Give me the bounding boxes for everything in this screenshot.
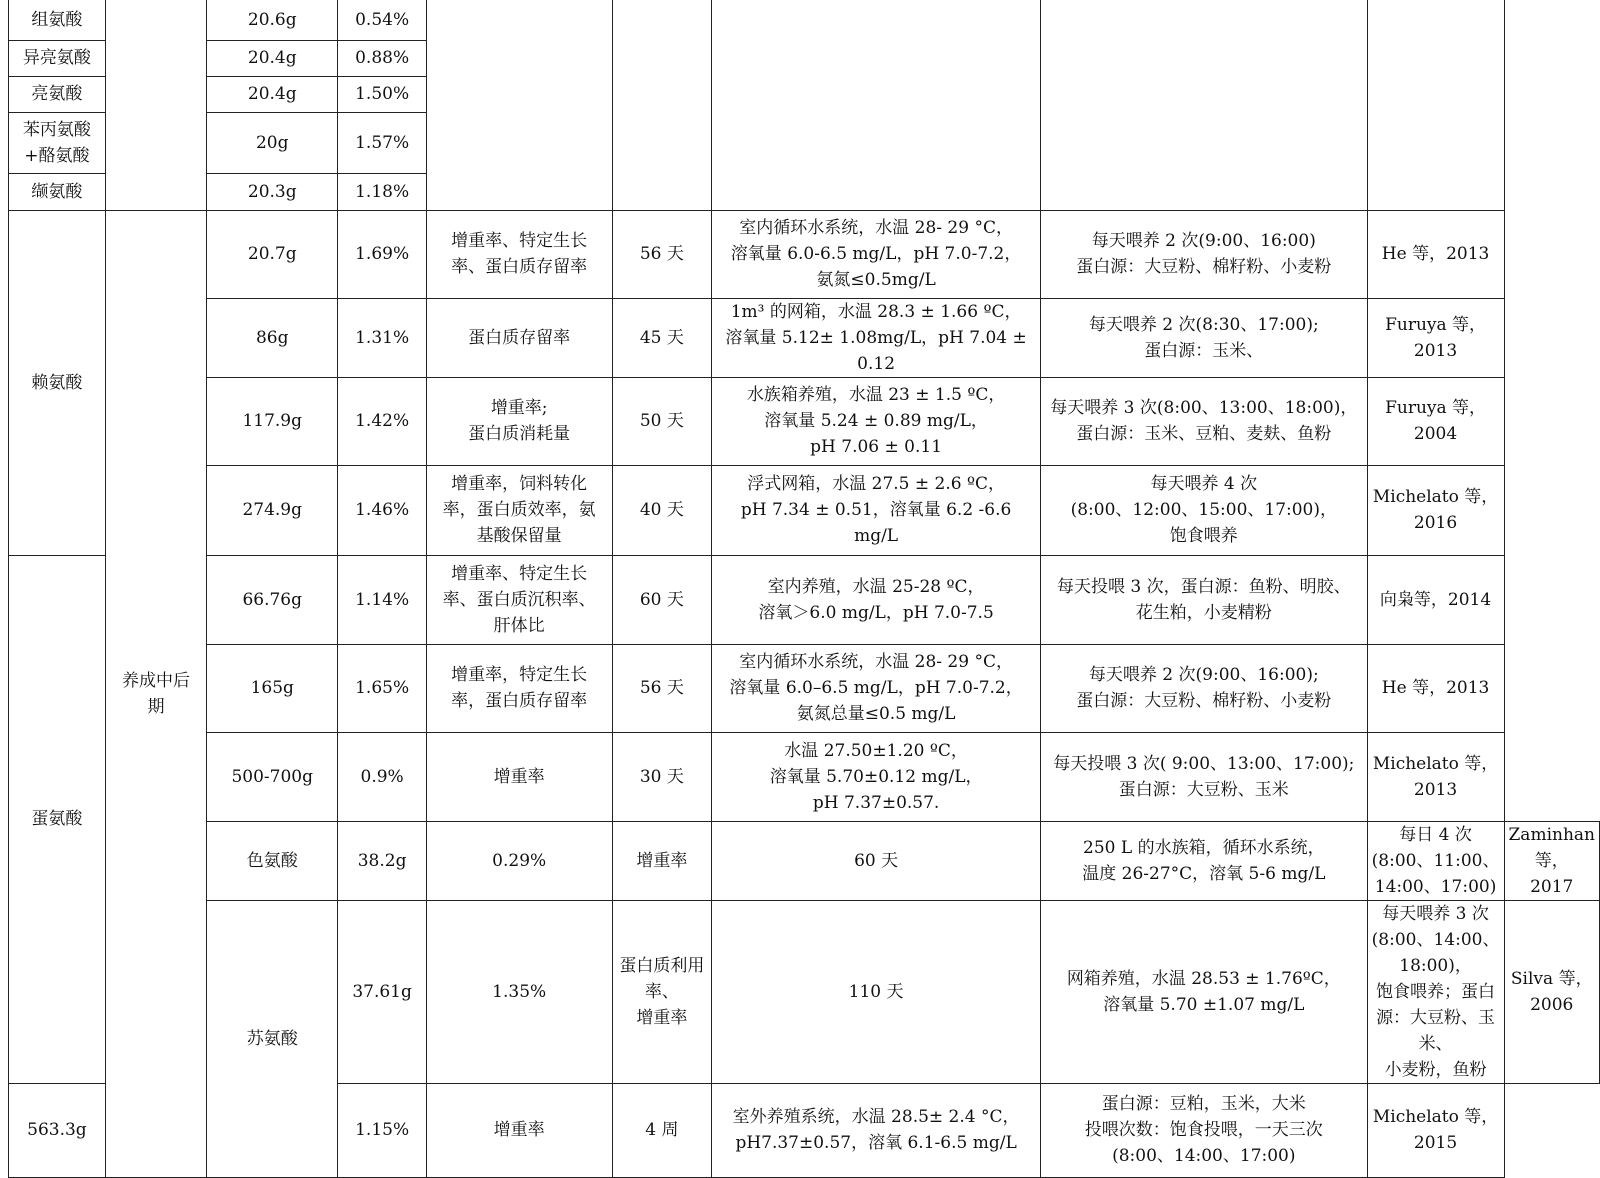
amino-acid-cell: 苏氨酸 (207, 900, 338, 1177)
level-cell: 1.50% (338, 76, 426, 112)
weight-cell: 66.76g (207, 555, 338, 644)
weight-cell: 37.61g (338, 900, 426, 1083)
amino-acid-cell: 色氨酸 (207, 821, 338, 900)
reference-cell: Furuya 等， 2013 (1367, 298, 1504, 377)
conditions-cell: 水族箱养殖，水温 23 ± 1.5 ºC， 溶氧量 5.24 ± 0.89 mg/L， pH 7.06 ± 0.11 (712, 377, 1041, 465)
feeding-cell: 每天喂养 2 次(9:00、16:00) 蛋白源：大豆粉、棉籽粉、小麦粉 (1040, 210, 1367, 298)
feeding-cell: 每天喂养 3 次(8:00、13:00、18:00)， 蛋白源：玉米、豆粕、麦麸、鱼粉 (1040, 377, 1367, 465)
duration-cell: 60 天 (712, 821, 1041, 900)
feeding-cell: 蛋白源：豆粕，玉米，大米 投喂次数：饱食投喂，一天三次 (8:00、14:00、17:00) (1040, 1083, 1367, 1177)
duration-cell: 30 天 (612, 732, 712, 821)
table-row (9, 821, 1600, 900)
reference-cell: 向枭等，2014 (1367, 555, 1504, 644)
table-row (9, 0, 1600, 40)
level-cell: 1.14% (338, 555, 426, 644)
duration-cell: 60 天 (612, 555, 712, 644)
reference-cell: Furuya 等， 2004 (1367, 377, 1504, 465)
table-row (9, 377, 1600, 465)
table-row (9, 900, 1600, 1083)
amino-acid-requirement-table (8, 0, 1600, 1178)
table-row (9, 555, 1600, 644)
duration-cell: 50 天 (612, 377, 712, 465)
weight-cell: 563.3g (9, 1083, 106, 1177)
duration-cell (612, 0, 712, 210)
feeding-cell: 每天投喂 3 次( 9:00、13:00、17:00); 蛋白源：大豆粉、玉米 (1040, 732, 1367, 821)
level-cell: 0.54% (338, 0, 426, 40)
reference-cell (1367, 0, 1504, 210)
level-cell: 1.15% (338, 1083, 426, 1177)
indicator-cell: 增重率; 蛋白质消耗量 (426, 377, 612, 465)
indicator-cell: 增重率、特定生长 率、蛋白质存留率 (426, 210, 612, 298)
reference-cell: Michelato 等， 2016 (1367, 465, 1504, 555)
feeding-cell: 每日 4 次(8:00、11:00、14:00、17:00) (1367, 821, 1504, 900)
weight-cell: 20.3g (207, 173, 338, 210)
indicator-cell: 增重率，特定生长 率，蛋白质存留率 (426, 644, 612, 732)
reference-cell: Michelato 等， 2015 (1367, 1083, 1504, 1177)
feeding-cell: 每天喂养 4 次 (8:00、12:00、15:00、17:00)， 饱食喂养 (1040, 465, 1367, 555)
reference-cell: Silva 等，2006 (1504, 900, 1600, 1083)
amino-acid-cell: 苯丙氨酸 +酪氨酸 (9, 112, 106, 173)
conditions-cell: 室外养殖系统，水温 28.5± 2.4 °C， pH7.37±0.57，溶氧 6.1-6.5 mg/L (712, 1083, 1041, 1177)
indicator-cell: 增重率 (426, 732, 612, 821)
weight-cell: 86g (207, 298, 338, 377)
conditions-cell: 250 L 的水族箱，循环水系统， 温度 26-27°C，溶氧 5-6 mg/L (1040, 821, 1367, 900)
amino-acid-cell: 缬氨酸 (9, 173, 106, 210)
table-row (9, 644, 1600, 732)
reference-cell: He 等，2013 (1367, 210, 1504, 298)
duration-cell: 45 天 (612, 298, 712, 377)
level-cell: 0.9% (338, 732, 426, 821)
conditions-cell: 室内养殖，水温 25-28 ºC， 溶氧＞6.0 mg/L，pH 7.0-7.5 (712, 555, 1041, 644)
amino-acid-cell: 亮氨酸 (9, 76, 106, 112)
weight-cell: 500-700g (207, 732, 338, 821)
amino-acid-cell: 组氨酸 (9, 0, 106, 40)
amino-acid-cell: 异亮氨酸 (9, 40, 106, 76)
level-cell: 1.69% (338, 210, 426, 298)
indicator-cell: 蛋白质存留率 (426, 298, 612, 377)
duration-cell: 110 天 (712, 900, 1041, 1083)
weight-cell: 20.4g (207, 76, 338, 112)
indicator-cell: 增重率、特定生长 率、蛋白质沉积率、 肝体比 (426, 555, 612, 644)
indicator-cell: 增重率，饲料转化 率，蛋白质效率，氨 基酸保留量 (426, 465, 612, 555)
duration-cell: 56 天 (612, 210, 712, 298)
weight-cell: 165g (207, 644, 338, 732)
duration-cell: 4 周 (612, 1083, 712, 1177)
level-cell: 1.46% (338, 465, 426, 555)
reference-cell: Zaminhan 等， 2017 (1504, 821, 1600, 900)
level-cell: 0.88% (338, 40, 426, 76)
indicator-cell (426, 0, 612, 210)
weight-cell: 20.6g (207, 0, 338, 40)
indicator-cell: 增重率 (612, 821, 712, 900)
stage-cell: 养成中后 期 (105, 210, 206, 1177)
conditions-cell: 室内循环水系统，水温 28- 29 °C， 溶氧量 6.0–6.5 mg/L，pH 7.0-7.2， 氨氮总量≤0.5 mg/L (712, 644, 1041, 732)
weight-cell: 20.4g (207, 40, 338, 76)
feeding-cell: 每天喂养 2 次(9:00、16:00); 蛋白源：大豆粉、棉籽粉、小麦粉 (1040, 644, 1367, 732)
level-cell: 1.18% (338, 173, 426, 210)
weight-cell: 117.9g (207, 377, 338, 465)
feeding-cell (1040, 0, 1367, 210)
feeding-cell: 每天喂养 2 次(8:30、17:00); 蛋白源：玉米、 (1040, 298, 1367, 377)
reference-cell: He 等，2013 (1367, 644, 1504, 732)
weight-cell: 274.9g (207, 465, 338, 555)
duration-cell: 40 天 (612, 465, 712, 555)
conditions-cell: 1m³ 的网箱，水温 28.3 ± 1.66 ºC， 溶氧量 5.12± 1.08mg/L，pH 7.04 ± 0.12 (712, 298, 1041, 377)
feeding-cell: 每天投喂 3 次，蛋白源：鱼粉、明胶、 花生粕，小麦精粉 (1040, 555, 1367, 644)
level-cell: 1.31% (338, 298, 426, 377)
feeding-cell: 每天喂养 3 次(8:00、14:00、18:00)， 饱食喂养；蛋白源：大豆粉、玉米、 小麦粉，鱼粉 (1367, 900, 1504, 1083)
indicator-cell: 蛋白质利用率、 增重率 (612, 900, 712, 1083)
amino-acid-cell: 蛋氨酸 (9, 555, 106, 1083)
level-cell: 0.29% (426, 821, 612, 900)
conditions-cell: 浮式网箱，水温 27.5 ± 2.6 ºC， pH 7.34 ± 0.51，溶氧量 6.2 -6.6 mg/L (712, 465, 1041, 555)
level-cell: 1.35% (426, 900, 612, 1083)
conditions-cell: 水温 27.50±1.20 ºC， 溶氧量 5.70±0.12 mg/L， pH 7.37±0.57. (712, 732, 1041, 821)
level-cell: 1.57% (338, 112, 426, 173)
table-row (9, 465, 1600, 555)
indicator-cell: 增重率 (426, 1083, 612, 1177)
level-cell: 1.42% (338, 377, 426, 465)
weight-cell: 20g (207, 112, 338, 173)
amino-acid-cell: 赖氨酸 (9, 210, 106, 555)
duration-cell: 56 天 (612, 644, 712, 732)
reference-cell: Michelato 等， 2013 (1367, 732, 1504, 821)
weight-cell: 38.2g (338, 821, 426, 900)
stage-cell (105, 0, 206, 210)
level-cell: 1.65% (338, 644, 426, 732)
conditions-cell: 室内循环水系统，水温 28- 29 °C， 溶氧量 6.0-6.5 mg/L，pH 7.0-7.2， 氨氮≤0.5mg/L (712, 210, 1041, 298)
table-row (9, 298, 1600, 377)
conditions-cell: 网箱养殖，水温 28.53 ± 1.76ºC， 溶氧量 5.70 ±1.07 mg/L (1040, 900, 1367, 1083)
table-row (9, 210, 1600, 298)
conditions-cell (712, 0, 1041, 210)
weight-cell: 20.7g (207, 210, 338, 298)
table-row (9, 732, 1600, 821)
